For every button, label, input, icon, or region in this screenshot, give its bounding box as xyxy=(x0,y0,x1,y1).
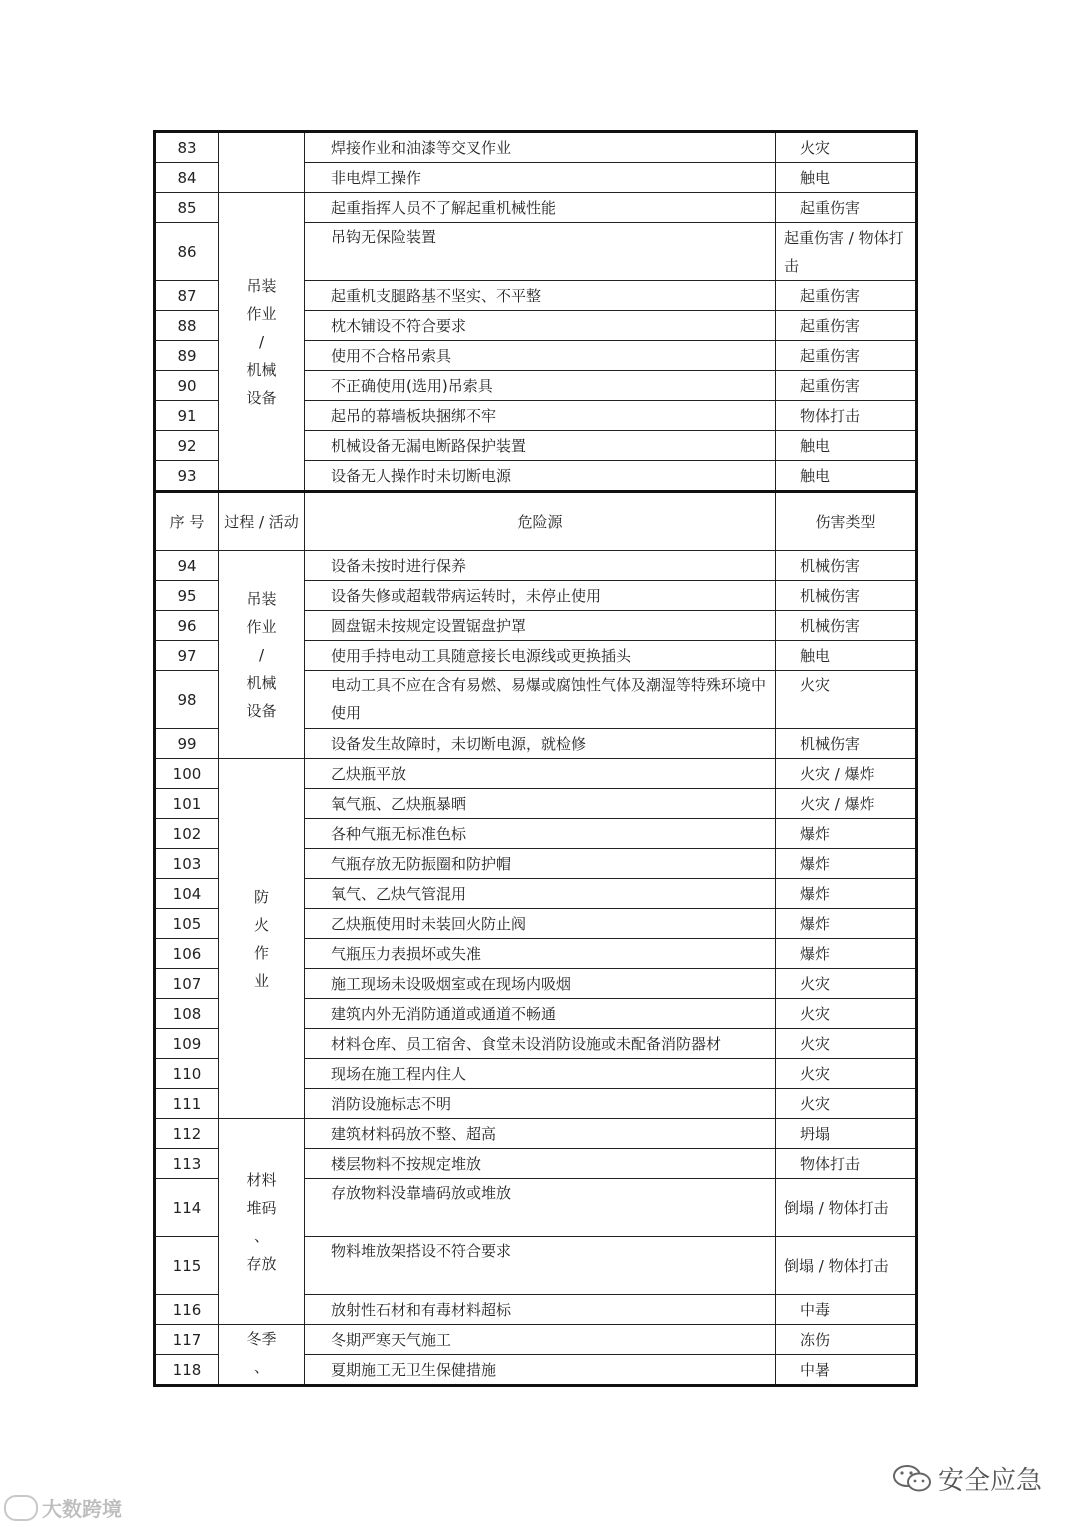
header-process: 过程 / 活动 xyxy=(219,492,305,551)
hazard-cell: 乙炔瓶平放 xyxy=(305,759,776,789)
row-number: 94 xyxy=(155,551,219,581)
row-number: 109 xyxy=(155,1029,219,1059)
row-number: 113 xyxy=(155,1149,219,1179)
hazard-cell: 存放物料没靠墙码放或堆放 xyxy=(305,1179,776,1237)
hazard-cell: 设备失修或超载带病运转时，未停止使用 xyxy=(305,581,776,611)
process-label: 机械 xyxy=(246,360,277,379)
process-label: / xyxy=(258,332,265,351)
row-number: 99 xyxy=(155,729,219,759)
hazard-cell: 乙炔瓶使用时未装回火防止阀 xyxy=(305,909,776,939)
watermark-left xyxy=(4,1493,122,1522)
process-label: 、 xyxy=(253,1226,269,1245)
row-number: 83 xyxy=(155,132,219,163)
table-header-row xyxy=(155,492,917,551)
harm-cell: 火灾 xyxy=(776,999,917,1029)
harm-cell: 中暑 xyxy=(776,1355,917,1386)
process-label: 作业 xyxy=(246,304,277,323)
harm-cell: 火灾 xyxy=(776,1089,917,1119)
table-row xyxy=(155,1325,917,1355)
header-harm: 伤害类型 xyxy=(776,492,917,551)
harm-cell: 起重伤害 xyxy=(776,193,917,223)
process-label: / xyxy=(258,645,265,664)
harm-cell: 倒塌 / 物体打击 xyxy=(776,1237,917,1295)
process-label: 、 xyxy=(253,1358,269,1376)
row-number: 85 xyxy=(155,193,219,223)
process-cell-lifting xyxy=(219,551,305,759)
hazard-table xyxy=(153,130,918,1387)
hazard-cell: 现场在施工程内住人 xyxy=(305,1059,776,1089)
harm-cell: 起重伤害 xyxy=(776,311,917,341)
harm-cell: 火灾 xyxy=(776,969,917,999)
hazard-table-page xyxy=(153,130,915,1387)
harm-cell: 机械伤害 xyxy=(776,581,917,611)
process-label: 作业 xyxy=(246,617,277,636)
hazard-cell: 不正确使用(选用)吊索具 xyxy=(305,371,776,401)
process-cell xyxy=(219,132,305,193)
row-number: 103 xyxy=(155,849,219,879)
harm-cell: 起重伤害 xyxy=(776,371,917,401)
row-number: 87 xyxy=(155,281,219,311)
row-number: 88 xyxy=(155,311,219,341)
harm-cell: 爆炸 xyxy=(776,879,917,909)
harm-cell: 火灾 xyxy=(776,132,917,163)
row-number: 92 xyxy=(155,431,219,461)
row-number: 98 xyxy=(155,671,219,729)
row-number: 118 xyxy=(155,1355,219,1386)
harm-cell: 起重伤害 xyxy=(776,281,917,311)
row-number: 116 xyxy=(155,1295,219,1325)
row-number: 97 xyxy=(155,641,219,671)
harm-cell: 中毒 xyxy=(776,1295,917,1325)
hazard-cell: 消防设施标志不明 xyxy=(305,1089,776,1119)
hazard-cell: 气瓶压力表损坏或失准 xyxy=(305,939,776,969)
hazard-cell: 氧气、乙炔气管混用 xyxy=(305,879,776,909)
row-number: 112 xyxy=(155,1119,219,1149)
hazard-cell: 设备无人操作时未切断电源 xyxy=(305,461,776,492)
row-number: 100 xyxy=(155,759,219,789)
process-cell-fire xyxy=(219,759,305,1119)
hazard-cell: 夏期施工无卫生保健措施 xyxy=(305,1355,776,1386)
process-cell-lifting xyxy=(219,193,305,492)
hazard-cell: 氧气瓶、乙炔瓶暴晒 xyxy=(305,789,776,819)
row-number: 105 xyxy=(155,909,219,939)
hazard-cell: 起吊的幕墙板块捆绑不牢 xyxy=(305,401,776,431)
row-number: 101 xyxy=(155,789,219,819)
harm-cell: 物体打击 xyxy=(776,1149,917,1179)
row-number: 90 xyxy=(155,371,219,401)
harm-cell: 触电 xyxy=(776,641,917,671)
hazard-cell: 焊接作业和油漆等交叉作业 xyxy=(305,132,776,163)
harm-cell: 触电 xyxy=(776,431,917,461)
harm-cell: 触电 xyxy=(776,163,917,193)
row-number: 96 xyxy=(155,611,219,641)
table-row xyxy=(155,551,917,581)
hazard-cell: 建筑内外无消防通道或通道不畅通 xyxy=(305,999,776,1029)
hazard-cell: 圆盘锯未按规定设置锯盘护罩 xyxy=(305,611,776,641)
hazard-cell: 机械设备无漏电断路保护装置 xyxy=(305,431,776,461)
process-label: 堆码 xyxy=(246,1198,277,1217)
process-label: 设备 xyxy=(246,701,277,720)
row-number: 89 xyxy=(155,341,219,371)
hazard-cell: 起重机支腿路基不坚实、不平整 xyxy=(305,281,776,311)
table-row xyxy=(155,759,917,789)
harm-cell: 爆炸 xyxy=(776,939,917,969)
row-number: 102 xyxy=(155,819,219,849)
hazard-cell: 使用手持电动工具随意接长电源线或更换插头 xyxy=(305,641,776,671)
hazard-cell: 施工现场未设吸烟室或在现场内吸烟 xyxy=(305,969,776,999)
harm-cell: 火灾 / 爆炸 xyxy=(776,759,917,789)
hazard-cell: 冬期严寒天气施工 xyxy=(305,1325,776,1355)
hazard-cell: 使用不合格吊索具 xyxy=(305,341,776,371)
hazard-cell: 气瓶存放无防振圈和防护帽 xyxy=(305,849,776,879)
table-row xyxy=(155,1119,917,1149)
process-cell-material xyxy=(219,1119,305,1325)
harm-cell: 爆炸 xyxy=(776,819,917,849)
hazard-cell: 起重指挥人员不了解起重机械性能 xyxy=(305,193,776,223)
hazard-cell: 设备未按时进行保养 xyxy=(305,551,776,581)
row-number: 86 xyxy=(155,223,219,281)
harm-cell: 火灾 xyxy=(776,1059,917,1089)
harm-cell: 冻伤 xyxy=(776,1325,917,1355)
row-number: 108 xyxy=(155,999,219,1029)
process-label: 机械 xyxy=(246,673,277,692)
hazard-cell: 建筑材料码放不整、超高 xyxy=(305,1119,776,1149)
harm-cell: 起重伤害 / 物体打击 xyxy=(776,223,917,281)
harm-cell: 坍塌 xyxy=(776,1119,917,1149)
process-label: 防 xyxy=(253,887,269,906)
harm-cell: 起重伤害 xyxy=(776,341,917,371)
hazard-cell: 设备发生故障时，未切断电源，就检修 xyxy=(305,729,776,759)
watermark-left-text: 大数跨境 xyxy=(42,1497,122,1521)
process-label: 存放 xyxy=(246,1254,277,1273)
harm-cell: 机械伤害 xyxy=(776,551,917,581)
watermark-right xyxy=(892,1460,1042,1497)
process-label: 作 xyxy=(253,943,269,962)
row-number: 84 xyxy=(155,163,219,193)
harm-cell: 火灾 xyxy=(776,1029,917,1059)
harm-cell: 机械伤害 xyxy=(776,611,917,641)
hazard-cell: 非电焊工操作 xyxy=(305,163,776,193)
process-label: 吊装 xyxy=(246,276,277,295)
harm-cell: 火灾 xyxy=(776,671,917,729)
hazard-cell: 电动工具不应在含有易燃、易爆或腐蚀性气体及潮湿等特殊环境中使用 xyxy=(305,671,776,729)
row-number: 93 xyxy=(155,461,219,492)
watermark-right-text: 安全应急 xyxy=(938,1466,1043,1496)
harm-cell: 火灾 / 爆炸 xyxy=(776,789,917,819)
hazard-cell: 楼层物料不按规定堆放 xyxy=(305,1149,776,1179)
header-hazard: 危险源 xyxy=(305,492,776,551)
row-number: 95 xyxy=(155,581,219,611)
hazard-cell: 材料仓库、员工宿舍、食堂未设消防设施或未配备消防器材 xyxy=(305,1029,776,1059)
header-no: 序 号 xyxy=(155,492,219,551)
brand-logo-icon xyxy=(4,1495,38,1521)
row-number: 110 xyxy=(155,1059,219,1089)
hazard-cell: 吊钩无保险装置 xyxy=(305,223,776,281)
row-number: 106 xyxy=(155,939,219,969)
harm-cell: 倒塌 / 物体打击 xyxy=(776,1179,917,1237)
row-number: 91 xyxy=(155,401,219,431)
hazard-cell: 各种气瓶无标准色标 xyxy=(305,819,776,849)
table-row xyxy=(155,132,917,163)
table-row xyxy=(155,193,917,223)
process-label: 设备 xyxy=(246,388,277,407)
hazard-cell: 枕木铺设不符合要求 xyxy=(305,311,776,341)
harm-cell: 爆炸 xyxy=(776,909,917,939)
hazard-cell: 物料堆放架搭设不符合要求 xyxy=(305,1237,776,1295)
row-number: 111 xyxy=(155,1089,219,1119)
row-number: 104 xyxy=(155,879,219,909)
harm-cell: 机械伤害 xyxy=(776,729,917,759)
process-label: 吊装 xyxy=(246,589,277,608)
process-label: 冬季 xyxy=(246,1330,277,1348)
row-number: 115 xyxy=(155,1237,219,1295)
harm-cell: 物体打击 xyxy=(776,401,917,431)
process-label: 业 xyxy=(253,971,269,990)
process-label: 材料 xyxy=(246,1170,277,1189)
row-number: 107 xyxy=(155,969,219,999)
hazard-cell: 放射性石材和有毒材料超标 xyxy=(305,1295,776,1325)
process-cell-winter xyxy=(219,1325,305,1386)
row-number: 114 xyxy=(155,1179,219,1237)
wechat-icon xyxy=(892,1463,932,1495)
harm-cell: 爆炸 xyxy=(776,849,917,879)
harm-cell: 触电 xyxy=(776,461,917,492)
row-number: 117 xyxy=(155,1325,219,1355)
process-label: 火 xyxy=(253,915,269,934)
